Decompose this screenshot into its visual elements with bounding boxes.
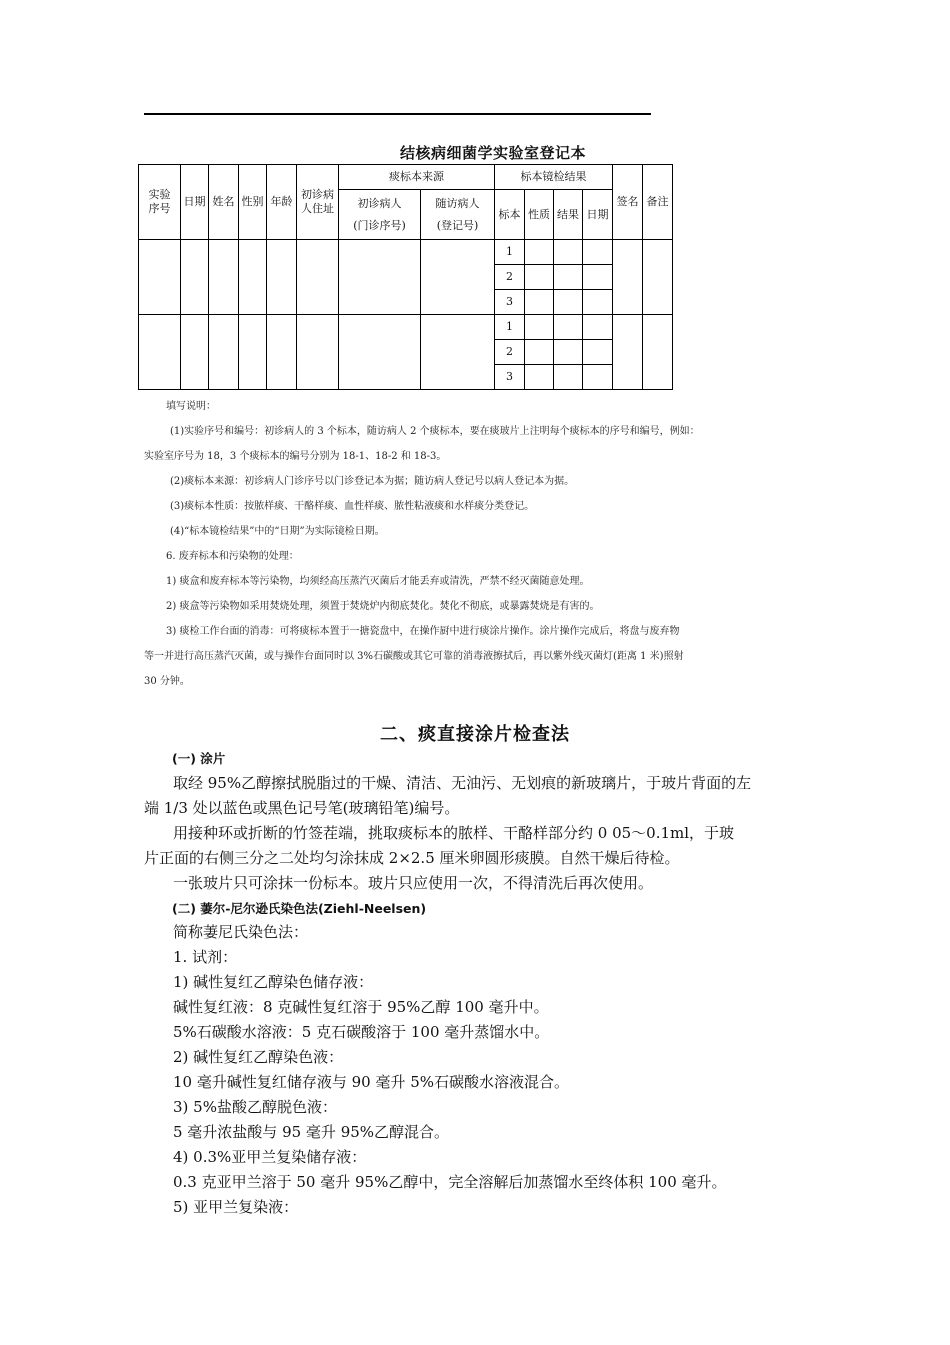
header-exp-no: 实验 序号 [139,165,181,240]
register-table [138,164,673,390]
list-line: 3) 5%盐酸乙醇脱色液： [173,1098,337,1116]
header-sex: 性别 [239,165,267,240]
header-name: 姓名 [209,165,239,240]
list-line: 2) 碱性复红乙醇染色液： [173,1048,344,1066]
header-exam: 标本镜检结果 [495,165,613,190]
header-age: 年龄 [267,165,297,240]
disposal-3c: 30 分钟。 [144,676,190,687]
paragraph-2b: 片正面的右侧三分之二处均匀涂抹成 2×2.5 厘米卵圆形痰膜。自然干燥后待检。 [144,849,680,867]
header-specimen: 标本 [495,190,525,240]
list-line: 0.3 克亚甲兰溶于 50 毫升 95%乙醇中，完全溶解后加蒸馏水至终体积 100 毫升。 [173,1173,727,1191]
header-address: 初诊病 人住址 [297,165,339,240]
list-line: 5%石碳酸水溶液：5 克石碳酸溶于 100 毫升蒸馏水中。 [173,1023,550,1041]
note-6: 6. 废弃标本和污染物的处理： [166,551,299,562]
list-line: 简称萋尼氏染色法： [173,923,309,941]
paragraph-1b: 端 1/3 处以蓝色或黑色记号笔(玻璃铅笔)编号。 [144,799,460,817]
header-source: 痰标本来源 [339,165,495,190]
list-line: 1) 碱性复红乙醇染色储存液： [173,973,374,991]
notes-heading: 填写说明： [166,401,216,412]
specimen-number: 3 [495,290,525,315]
paragraph-1a: 取经 95%乙醇擦拭脱脂过的干燥、清洁、无油污、无划痕的新玻璃片，于玻片背面的左 [173,774,752,792]
list-line: 碱性复红液：8 克碱性复红溶于 95%乙醇 100 毫升中。 [173,998,549,1016]
register-title: 结核病细菌学实验室登记本 [399,144,586,162]
top-rule [144,113,651,115]
specimen-number: 3 [495,365,525,390]
disposal-3a: 3) 痰检工作台面的消毒：可将痰标本置于一搪瓷盘中，在操作厨中进行痰涂片操作。涂片操作完成后，将盘与废弃物 [166,626,680,637]
header-initial: 初诊病人 (门诊序号) [339,190,421,240]
header-exam-date: 日期 [583,190,613,240]
list-line: 4) 0.3%亚甲兰复染储存液： [173,1148,367,1166]
paragraph-2a: 用接种环或折断的竹签茬端，挑取痰标本的脓样、干酪样部分约 0 05～0.1ml，于玻 [173,824,735,842]
specimen-number: 1 [495,240,525,265]
header-remarks: 备注 [643,165,673,240]
specimen-number: 1 [495,315,525,340]
specimen-number: 2 [495,265,525,290]
note-4: (4)“标本镜检结果”中的“日期”为实际镜检日期。 [170,526,385,537]
list-line: 5) 亚甲兰复染液： [173,1198,299,1216]
list-line: 10 毫升碱性复红储存液与 90 毫升 5%石碳酸水溶液混合。 [173,1073,570,1091]
header-nature: 性质 [525,190,554,240]
subsection-ziehl-neelsen: (二) 萋尔-尼尔逊氏染色法(Ziehl-Neelsen) [172,901,427,916]
section-title: 二、痰直接涂片检查法 [380,724,570,745]
header-followup: 随访病人 (登记号) [421,190,495,240]
paragraph-3: 一张玻片只可涂抹一份标本。玻片只应使用一次，不得清洗后再次使用。 [173,874,654,892]
disposal-1: 1) 痰盒和废弃标本等污染物，均须经高压蒸汽灭菌后才能丢弃或清洗，严禁不经灭菌随意处理。 [166,576,590,587]
note-1b: 实验室序号为 18，3 个痰标本的编号分别为 18-1、18-2 和 18-3。 [144,451,447,462]
specimen-number: 2 [495,340,525,365]
list-line: 5 毫升浓盐酸与 95 毫升 95%乙醇混合。 [173,1123,450,1141]
table-row [139,315,673,340]
table-row [139,240,673,265]
disposal-2: 2) 痰盒等污染物如采用焚烧处理，须置于焚烧炉内彻底焚化。焚化不彻底，或暴露焚烧是有害的。 [166,601,600,612]
subsection-smear: (一) 涂片 [172,751,226,766]
list-line: 1. 试剂： [173,948,238,966]
header-date: 日期 [181,165,209,240]
disposal-3b: 等一并进行高压蒸汽灭菌，或与操作台面同时以 3%石碳酸或其它可靠的消毒液擦拭后，再以紫外线灭菌灯(距离 1 米)照射 [144,651,684,662]
note-2: (2)痰标本来源：初诊病人门诊序号以门诊登记本为据；随访病人登记号以病人登记本为据。 [170,476,575,487]
header-signature: 签名 [613,165,643,240]
note-3: (3)痰标本性质：按脓样痰、干酪样痰、血性样痰、脓性粘液痰和水样痰分类登记。 [170,501,535,512]
header-result: 结果 [554,190,583,240]
note-1a: (1)实验序号和编号：初诊病人的 3 个标本，随访病人 2 个痰标本，要在痰玻片上注明每个痰标本的序号和编号，例如： [170,426,700,437]
